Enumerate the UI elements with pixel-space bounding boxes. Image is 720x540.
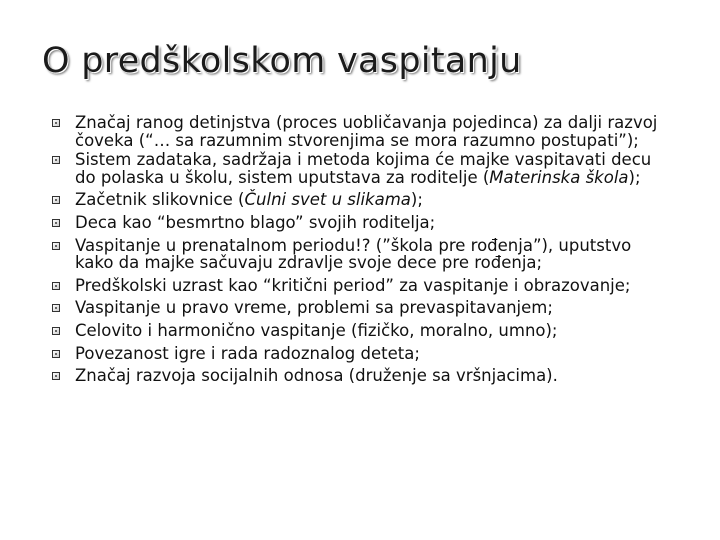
bullet-text: ); [410, 190, 423, 210]
slide-title: O predškolskom vaspitanju [42, 41, 522, 81]
square-bullet-icon [52, 282, 60, 290]
book-title: Čulni svet u slikama [244, 190, 411, 210]
bullet-item [50, 367, 670, 385]
square-bullet-icon [52, 219, 60, 227]
square-bullet-icon [52, 242, 60, 250]
bullet-item [50, 277, 670, 295]
bullet-item [50, 151, 670, 186]
bullet-text: Sistem zadataka, sadržaja i metoda kojima će majke vaspitavati decu do polaska u školu, sistem uputstava za roditelje ( [75, 150, 652, 187]
bullet-item [50, 214, 670, 232]
bullet-text: ); [628, 167, 641, 187]
bullet-text: Predškolski uzrast kao “kritični period” za vaspitanje i obrazovanje; [75, 275, 631, 295]
bullet-text: Začetnik slikovnice ( [75, 190, 245, 210]
bullet-text: Deca kao “besmrtno blago” svojih roditelja; [75, 212, 436, 232]
bullet-text: Vaspitanje u prenatalnom periodu!? (”škola pre rođenja”), uputstvo kako da majke sačuvaju zdravlje svoje dece pre rođenja; [75, 235, 632, 273]
square-bullet-icon [52, 304, 60, 312]
book-title: Materinska škola [489, 167, 629, 187]
bullet-item [50, 299, 670, 317]
bullet-text: Značaj ranog detinjstva (proces uobličavanja pojedinca) za dalji razvoj čoveka (“… sa razumnim stvorenjima se mora razumno postupati”); [75, 113, 658, 150]
square-bullet-icon [52, 327, 60, 335]
square-bullet-icon [52, 372, 60, 380]
square-bullet-icon [52, 196, 60, 204]
square-bullet-icon [52, 119, 60, 127]
bullet-item [50, 237, 670, 272]
bullet-item [50, 345, 670, 363]
bullet-text: Celovito i harmonično vaspitanje (fizičko, moralno, umno); [75, 320, 558, 340]
bullet-item [50, 322, 670, 340]
bullet-text: Povezanost igre i rada radoznalog deteta; [75, 343, 420, 363]
bullet-text: Značaj razvoja socijalnih odnosa (druženje sa vršnjacima). [75, 366, 558, 386]
square-bullet-icon [52, 156, 60, 164]
bullet-item [50, 191, 670, 209]
square-bullet-icon [52, 350, 60, 358]
bullet-item [50, 114, 670, 149]
bullet-text: Vaspitanje u pravo vreme, problemi sa prevaspitavanjem; [75, 298, 553, 318]
bullet-list [50, 114, 670, 385]
